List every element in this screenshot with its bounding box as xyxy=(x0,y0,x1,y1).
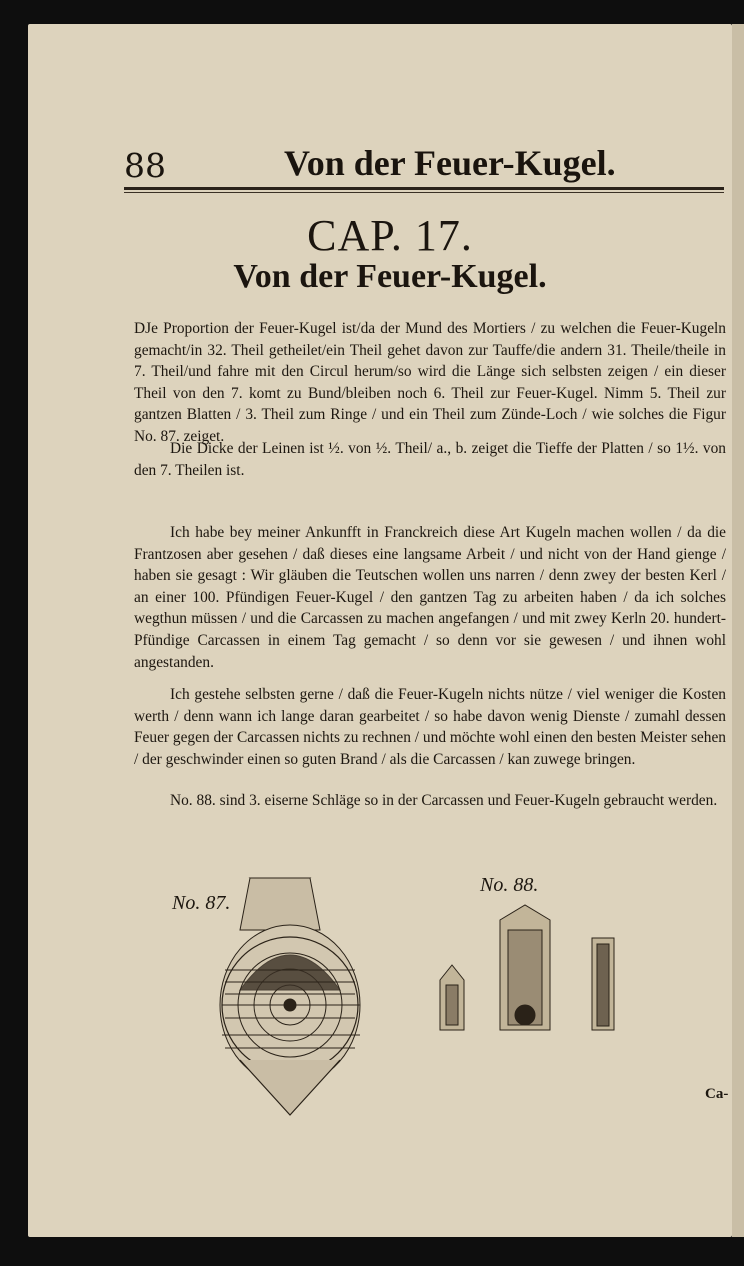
iron-striker-large xyxy=(500,905,550,1030)
paragraph-4: Ich gestehe selbsten gerne / daß die Feuer-Kugeln nichts nütze / viel weniger die Kosten werth / denn wann ich lange daran gearbeitet / so habe davon wenig Dienste / zumahl dessen Feuer gegen der Carcassen nichts zu rechnen / und möchte wohl einen den besten Meister sehen / der geschwinder einen so guten Brand / als die Carcassen / kan zuwege bringen. xyxy=(134,686,726,768)
figure-87-label: No. 87. xyxy=(172,892,231,914)
header-rule-thin xyxy=(124,192,724,193)
chapter-number: CAP. 17. xyxy=(307,211,473,260)
paragraph-2: Die Dicke der Leinen ist ½. von ½. Theil/ a., b. zeiget die Tieffe der Platten / so 1½. von den 7. Theilen ist. xyxy=(134,440,726,479)
fire-ball-diagram xyxy=(220,878,360,1115)
figure-88-label: No. 88. xyxy=(480,874,539,896)
page-edge xyxy=(732,24,744,1237)
page-number: 88 xyxy=(124,146,166,185)
iron-striker-small xyxy=(440,965,464,1030)
running-head: Von der Feuer-Kugel. xyxy=(284,143,616,183)
chapter-title: Von der Feuer-Kugel. xyxy=(233,258,547,295)
figure-illustrations xyxy=(150,860,720,1130)
paragraph-5: No. 88. sind 3. eiserne Schläge so in der Carcassen und Feuer-Kugeln gebraucht werden. xyxy=(170,792,718,809)
catchword: Ca- xyxy=(705,1086,729,1102)
page-header xyxy=(124,138,714,188)
figure-area xyxy=(150,860,720,1130)
iron-striker-tube xyxy=(592,938,614,1030)
paragraph-1: DJe Proportion der Feuer-Kugel ist/da der Mund des Mortiers / zu welchen die Feuer-Kugeln gemacht/in 32. Theil getheilet/ein Theil gehet davon zur Tauffe/die andern 31. Theile/theile in 7. Theil/und fahre mit den Circul herum/so wird die Länge sich selbsten zeigen / ein dieser Theil von den 7. komt zu Bund/bleiben noch 6. Theil zur Feuer-Kugel. Nimm 5. Theil zur gantzen Blatten / 3. Theil zum Ringe / und ein Theil zum Zünde-Loch / wie solches die Figur No. 87. zeiget. xyxy=(134,320,726,445)
paragraph-3: Ich habe bey meiner Ankunfft in Franckreich diese Art Kugeln machen wollen / da die Frantzosen aber gesehen / daß dieses eine langsame Arbeit / und nicht von der Hand gienge / haben sie gesagt : Wir gläuben die Teutschen wollen uns narren / denn zwey der besten Kerl / an einer 100. Pfündigen Feuer-Kugel / den gantzen Tag zu arbeiten haben / da ich solches wegthun müssen / und die Carcassen zu machen angefangen / und mit zwey Kerln 20. hundert-Pfündige Carcassen in einem Tag gemacht / so denn vor sie gewesen / und ihnen wohl angestanden. xyxy=(134,524,726,671)
header-rule xyxy=(124,187,724,190)
